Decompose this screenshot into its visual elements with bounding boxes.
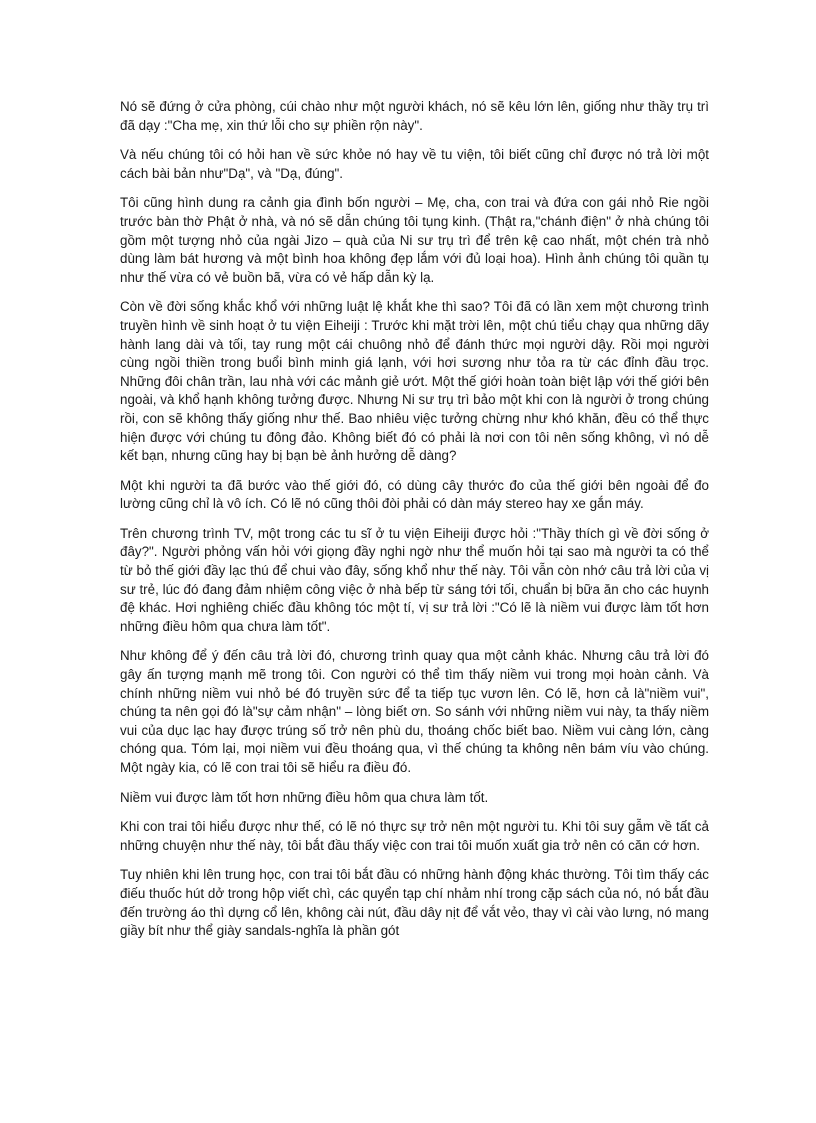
paragraph-2: Và nếu chúng tôi có hỏi han về sức khỏe nó hay về tu viện, tôi biết cũng chỉ được nó trả lời một cách bài bản như"Dạ", và "Dạ, đúng". — [120, 147, 709, 181]
paragraph-10: Tuy nhiên khi lên trung học, con trai tôi bắt đầu có những hành động khác thường. Tôi tìm thấy các điếu thuốc hút dở trong hộp viết chì, các quyển tạp chí nhảm nhí trong cặp sách của nó, nó bắt đầu đến trường áo thì dựng cổ lên, không cài nút, đầu dây nịt để vắt vẻo, thay vì cài vào lưng, nó mang giầy bít như thể giày sandals-nghĩa là phần gót — [120, 867, 709, 939]
paragraph-1: Nó sẽ đứng ở cửa phòng, cúi chào như một người khách, nó sẽ kêu lớn lên, giống như thầy trụ trì đã dạy :"Cha mẹ, xin thứ lỗi cho sự phiền rộn này". — [120, 99, 709, 133]
paragraph-4: Còn về đời sống khắc khổ với những luật lệ khắt khe thì sao? Tôi đã có lần xem một chương trình truyền hình về sinh hoạt ở tu viện Eiheiji : Trước khi mặt trời lên, một chú tiểu chạy qua những dãy hành lang dài và tối, tay rung một cái chuông nhỏ để đánh thức mọi người dậy. Rồi mọi người cùng ngồi thiền trong buổi bình minh giá lạnh, với hơi sương như tỏa ra từ các đỉnh đầu trọc. Những đôi chân trần, lau nhà với các mảnh giẻ ướt. Một thế giới hoàn toàn biệt lập với thế giới bên ngoài, và khổ hạnh không tưởng được. Nhưng Ni sư trụ trì bảo một khi con là người ở trong chúng rồi, con sẽ không thấy giống như thế. Bao nhiêu việc tưởng chừng như khó khăn, đều có thể thực hiện được với chúng tu đông đảo. Không biết đó có phải là nơi con tôi nên sống không, vì nó dễ kết bạn, nhưng cũng hay bị bạn bè ảnh hưởng dễ dàng? — [120, 299, 709, 464]
paragraph-8: Niềm vui được làm tốt hơn những điều hôm qua chưa làm tốt. — [120, 789, 489, 805]
paragraph-6: Trên chương trình TV, một trong các tu sĩ ở tu viện Eiheiji được hỏi :"Thầy thích gì về đời sống ở đây?". Người phỏng vấn hỏi với giọng đầy nghi ngờ như thể muốn hỏi tại sao mà người ta có thể từ bỏ thế giới đầy lạc thú để chui vào đây, sống khổ như thế này. Tôi vẫn còn nhớ câu trả lời của vị sư trẻ, lúc đó đang đảm nhiệm công việc ở nhà bếp từ sáng tới tối, chuẩn bị bữa ăn cho các huynh đệ khác. Hơi nghiêng chiếc đầu không tóc một tí, vị sư trả lời :"Có lẽ là niềm vui được làm tốt hơn những điều hôm qua chưa làm tốt". — [120, 525, 709, 634]
paragraph-7: Như không để ý đến câu trả lời đó, chương trình quay qua một cảnh khác. Nhưng câu trả lời đó gây ấn tượng mạnh mẽ trong tôi. Con người có thể tìm thấy niềm vui trong mọi hoàn cảnh. Và chính những niềm vui nhỏ bé đó truyền sức để ta tiếp tục vươn lên. Có lẽ, hơn cả là"niềm vui", chúng ta nên gọi đó là"sự cảm nhận" – lòng biết ơn. So sánh với những niềm vui này, ta thấy niềm vui của dục lạc hay được trúng số trở nên phù du, thoáng chốc biết bao. Niềm vui càng lớn, càng chóng qua. Tóm lại, mọi niềm vui đều thoáng qua, vì thế chúng ta không nên bám víu vào chúng. Một ngày kia, có lẽ con trai tôi sẽ hiểu ra điều đó. — [120, 648, 709, 775]
paragraph-5: Một khi người ta đã bước vào thế giới đó, có dùng cây thước đo của thế giới bên ngoài để đo lường cũng chỉ là vô ích. Có lẽ nó cũng thôi đòi phải có dàn máy stereo hay xe gắn máy. — [120, 477, 709, 512]
paragraph-3: Tôi cũng hình dung ra cảnh gia đình bốn người – Mẹ, cha, con trai và đứa con gái nhỏ Rie ngồi trước bàn thờ Phật ở nhà, và nó sẽ dẫn chúng tôi tụng kinh. (Thật ra,"chánh điện" ở nhà chúng tôi gồm một tượng nhỏ của ngài Jizo – quà của Ni sư trụ trì để trên kệ cao nhất, một chén trà nhỏ dùng làm bát hương và một bình hoa không đẹp lắm với đủ loại hoa). Hình ảnh chúng tôi quần tụ như thế vừa có vẻ buồn bã, vừa có vẻ hấp dẫn kỳ lạ. — [120, 195, 709, 285]
paragraph-9: Khi con trai tôi hiểu được như thế, có lẽ nó thực sự trở nên một người tu. Khi tôi suy gẫm về tất cả những chuyện như thế này, tôi bắt đầu thấy việc con trai tôi muốn xuất gia trở nên có căn cớ hơn. — [120, 819, 709, 853]
